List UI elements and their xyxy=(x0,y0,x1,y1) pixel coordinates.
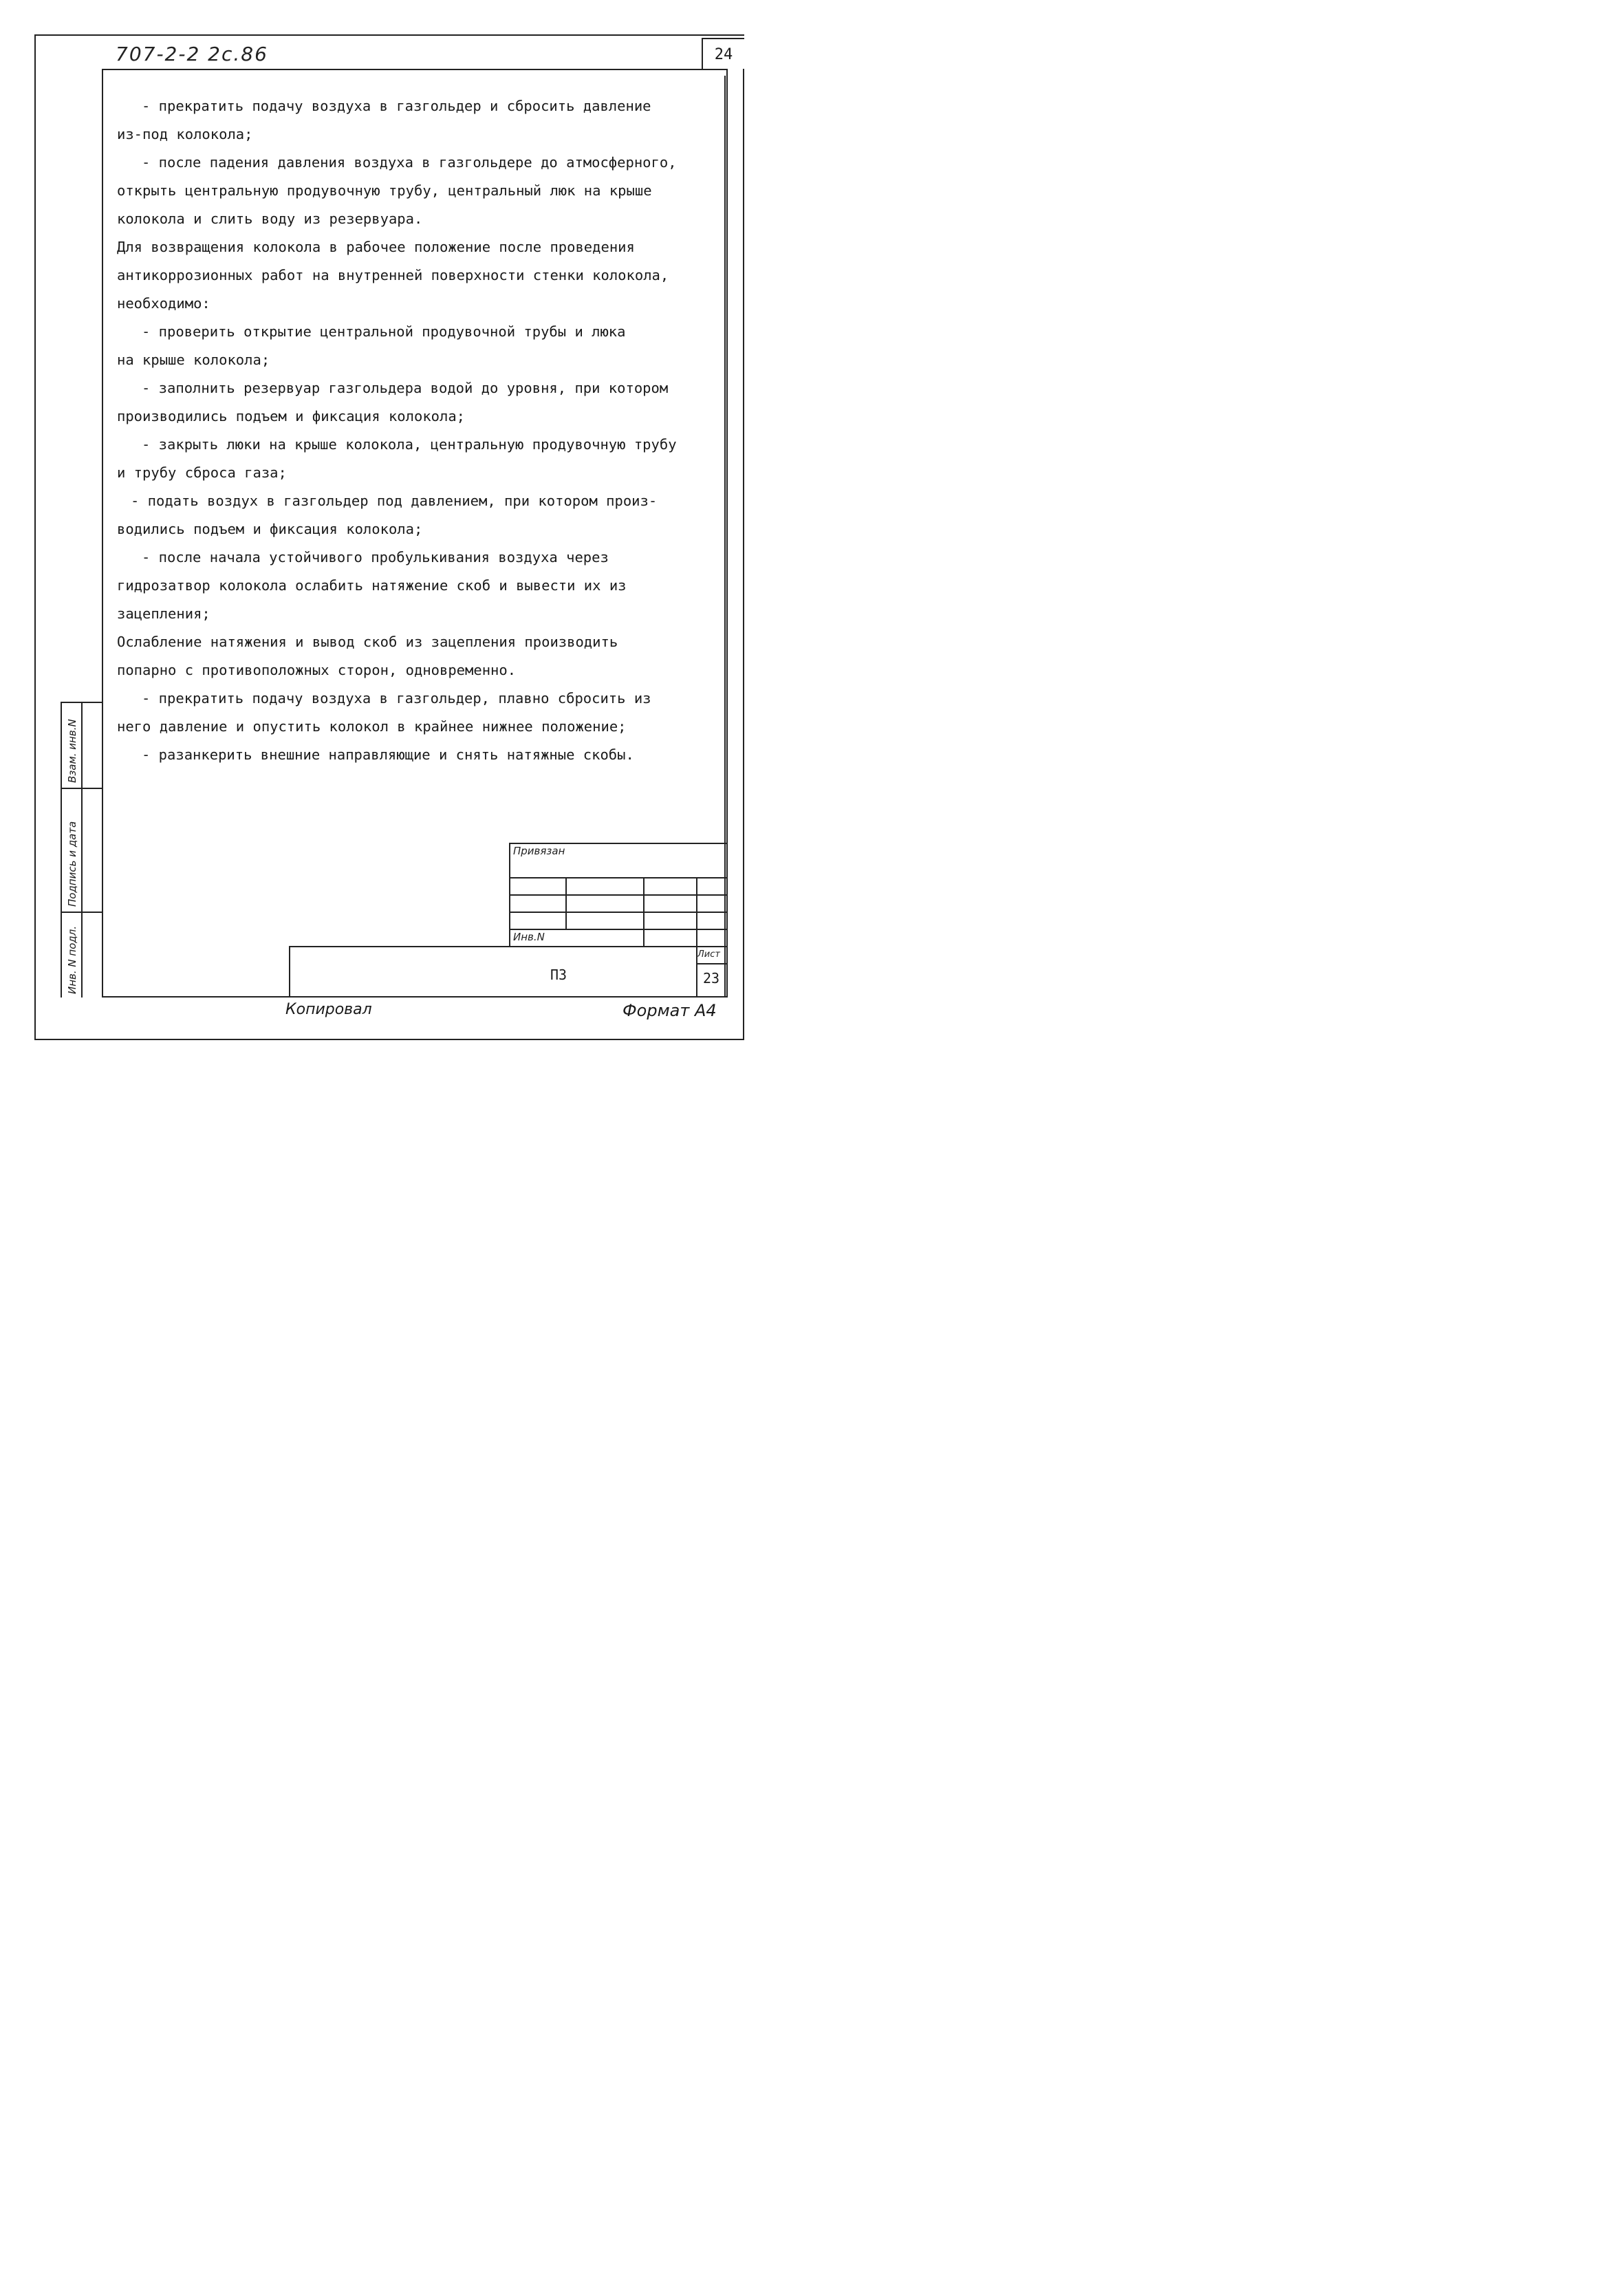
document-mark: ПЗ xyxy=(550,967,567,983)
text-line: - прекратить подачу воздуха в газгольдер, плавно сбросить из xyxy=(142,690,651,707)
text-line: попарно с противоположных сторон, одновременно. xyxy=(117,662,517,678)
text-line: водились подъем и фиксация колокола; xyxy=(117,521,423,537)
tb-line xyxy=(509,877,728,878)
text-line: - прекратить подачу воздуха в газгольдер и сбросить давление xyxy=(142,98,651,114)
tb-line xyxy=(289,946,728,947)
tb-line xyxy=(565,878,567,929)
text-line: - после начала устойчивого пробулькивания воздуха через xyxy=(142,549,609,565)
strip-divider xyxy=(62,702,103,703)
strip-divider xyxy=(81,702,83,998)
strip-label-signature: Подпись и дата xyxy=(66,821,78,907)
strip-divider xyxy=(62,912,103,913)
strip-label-replacement: Взам. инв.N xyxy=(66,719,78,783)
text-line: Для возвращения колокола в рабочее положение после проведения xyxy=(117,239,635,255)
body-text xyxy=(117,92,722,769)
text-line: колокола и слить воду из резервуара. xyxy=(117,211,423,227)
tb-line xyxy=(696,963,728,964)
strip-divider xyxy=(62,788,103,789)
text-line: - подать воздух в газгольдер под давлением, при котором произ- xyxy=(131,493,658,509)
text-line: - разанкерить внешние направляющие и снять натяжные скобы. xyxy=(142,746,634,763)
document-code: 707-2-2 2с.86 xyxy=(116,43,268,65)
tb-line xyxy=(509,894,728,896)
tb-line xyxy=(509,929,728,930)
sheet-border-right xyxy=(743,69,744,1040)
text-line: производились подъем и фиксация колокола; xyxy=(117,408,466,424)
sheet-label: Лист xyxy=(697,949,720,960)
text-line: необходимо: xyxy=(117,295,210,312)
text-line: - заполнить резервуар газгольдера водой до уровня, при котором xyxy=(142,380,669,396)
tb-line xyxy=(643,878,645,946)
text-line: - проверить открытие центральной продувочной трубы и люка xyxy=(142,323,626,340)
bound-label: Привязан xyxy=(513,845,565,857)
page-number: 24 xyxy=(702,38,744,70)
frame-right-line xyxy=(724,76,726,998)
format-label: Формат А4 xyxy=(622,1001,717,1020)
tb-line xyxy=(509,843,728,844)
strip-label-inventory: Инв. N подл. xyxy=(66,925,78,994)
left-stamp-strip xyxy=(61,702,102,998)
text-line: Ослабление натяжения и вывод скоб из зацепления производить xyxy=(117,634,618,650)
copied-by-label: Копировал xyxy=(285,1001,372,1018)
text-line: на крыше колокола; xyxy=(117,352,270,368)
tb-line xyxy=(289,946,290,998)
text-line: гидрозатвор колокола ослабить натяжение скоб и вывести их из xyxy=(117,577,627,594)
tb-line xyxy=(509,912,728,913)
text-line: антикоррозионных работ на внутренней поверхности стенки колокола, xyxy=(117,267,669,283)
inv-label: Инв.N xyxy=(513,931,545,943)
text-line: зацепления; xyxy=(117,605,210,622)
text-line: - закрыть люки на крыше колокола, центральную продувочную трубу xyxy=(142,436,677,453)
text-line: открыть центральную продувочную трубу, центральный люк на крыше xyxy=(117,182,652,199)
text-line: из-под колокола; xyxy=(117,126,253,142)
sheet-number: 23 xyxy=(702,970,720,986)
text-line: него давление и опустить колокол в крайнее нижнее положение; xyxy=(117,718,627,735)
text-line: - после падения давления воздуха в газгольдере до атмосферного, xyxy=(142,154,677,171)
text-line: и трубу сброса газа; xyxy=(117,464,287,481)
